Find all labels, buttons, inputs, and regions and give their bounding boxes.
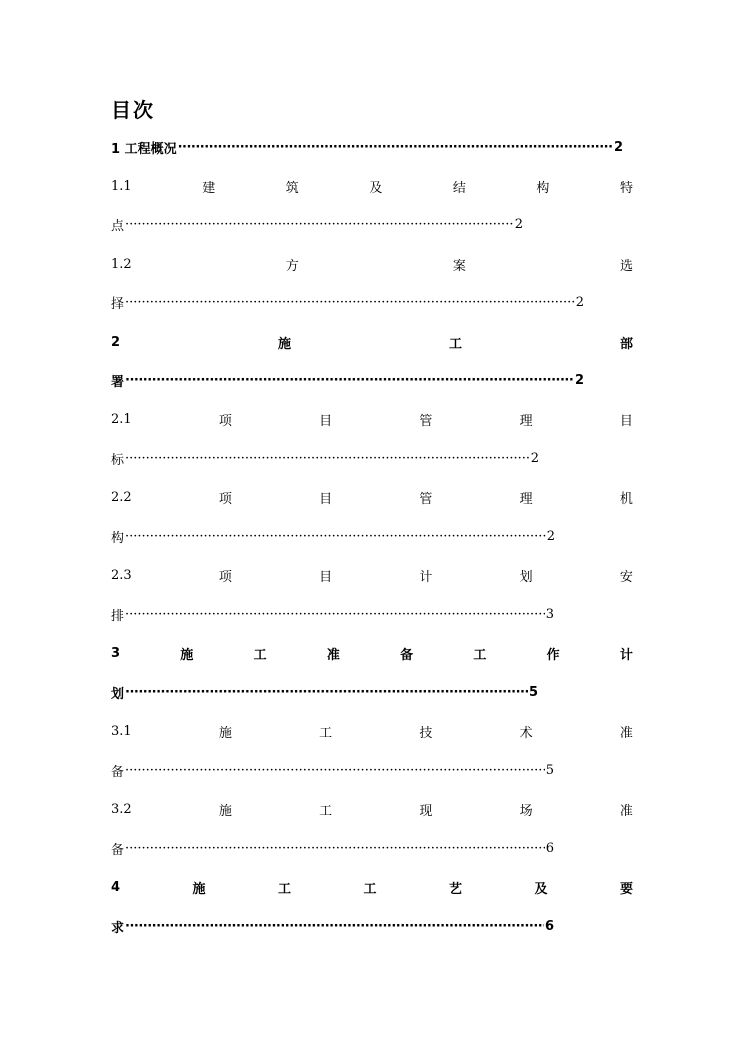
toc-char: 施 xyxy=(218,725,232,741)
toc-char: 施 xyxy=(218,803,232,819)
toc-char: 工 xyxy=(473,647,487,663)
toc-entry-4-line2[interactable] xyxy=(111,916,554,936)
toc-page-number: 2 xyxy=(514,216,523,232)
dot-leader xyxy=(125,529,546,544)
toc-char: 术 xyxy=(519,725,533,741)
toc-section-number: 3 xyxy=(111,645,121,661)
toc-entry-2-2-line1[interactable] xyxy=(111,487,633,507)
toc-char: 施 xyxy=(192,881,206,897)
toc-char: 工 xyxy=(253,647,267,663)
toc-entry-3-2-line1[interactable] xyxy=(111,799,633,819)
toc-entry-text: 备 xyxy=(111,764,125,780)
toc-entry-3-1-line2[interactable] xyxy=(111,760,554,780)
toc-entry-3-line2[interactable] xyxy=(111,682,538,702)
toc-char: 备 xyxy=(400,647,414,663)
toc-char: 理 xyxy=(519,413,533,429)
toc-section-number: 1.1 xyxy=(111,178,132,194)
toc-page-number: 2 xyxy=(613,139,623,155)
dot-leader xyxy=(178,140,613,155)
toc-char: 划 xyxy=(519,569,533,585)
toc-char: 施 xyxy=(180,647,194,663)
toc-entry-text: 标 xyxy=(111,452,125,468)
toc-entry-text: 求 xyxy=(111,920,125,936)
toc-title: 目次 xyxy=(111,98,155,122)
dot-leader xyxy=(125,217,514,232)
toc-char: 管 xyxy=(419,413,433,429)
toc-entry-2-1-line2[interactable] xyxy=(111,448,539,468)
toc-section-number: 2.1 xyxy=(111,411,132,427)
toc-entry-1-2-line2[interactable] xyxy=(111,292,584,312)
toc-page-number: 2 xyxy=(530,450,539,466)
toc-entry-text: 排 xyxy=(111,608,125,624)
toc-char: 及 xyxy=(369,180,383,196)
toc-section-number: 2.3 xyxy=(111,567,132,583)
dot-leader xyxy=(125,607,545,622)
toc-page-number: 6 xyxy=(544,918,554,934)
toc-section-number: 4 xyxy=(111,879,121,895)
toc-char: 工 xyxy=(319,725,333,741)
toc-char: 部 xyxy=(619,336,633,352)
toc-char: 项 xyxy=(218,569,232,585)
toc-char: 及 xyxy=(534,881,548,897)
toc-entry-text: 择 xyxy=(111,296,125,312)
toc-entry-2-line2[interactable] xyxy=(111,370,584,390)
toc-entry-2-line1[interactable] xyxy=(111,332,633,352)
toc-char: 理 xyxy=(519,491,533,507)
toc-char: 工 xyxy=(363,881,377,897)
toc-entry-2-2-line2[interactable] xyxy=(111,526,555,546)
toc-section-number: 2 xyxy=(111,334,121,350)
toc-page-number: 3 xyxy=(545,606,554,622)
toc-char: 选 xyxy=(619,258,633,274)
toc-char: 建 xyxy=(202,180,216,196)
toc-char: 特 xyxy=(619,180,633,196)
toc-section-number: 1.2 xyxy=(111,256,132,272)
dot-leader xyxy=(125,685,528,700)
toc-entry-3-1-line1[interactable] xyxy=(111,721,633,741)
toc-entry-text: 划 xyxy=(111,686,125,702)
toc-char: 工 xyxy=(449,336,463,352)
dot-leader xyxy=(125,373,574,388)
toc-char: 技 xyxy=(419,725,433,741)
toc-char: 准 xyxy=(326,647,340,663)
dot-leader xyxy=(125,919,544,934)
dot-leader xyxy=(125,451,530,466)
toc-page-number: 2 xyxy=(575,294,584,310)
toc-char: 筑 xyxy=(285,180,299,196)
toc-section-number: 3.1 xyxy=(111,723,132,739)
toc-section-number: 3.2 xyxy=(111,801,132,817)
toc-char: 结 xyxy=(452,180,466,196)
toc-entry-3-2-line2[interactable] xyxy=(111,838,554,858)
toc-char: 项 xyxy=(218,491,232,507)
toc-char: 机 xyxy=(619,491,633,507)
toc-section-number: 2.2 xyxy=(111,489,132,505)
toc-page-number: 5 xyxy=(528,684,538,700)
toc-entry-text: 署 xyxy=(111,374,125,390)
toc-char: 要 xyxy=(619,881,633,897)
toc-char: 方 xyxy=(285,258,299,274)
toc-char: 构 xyxy=(536,180,550,196)
toc-entry-text: 点 xyxy=(111,218,125,234)
toc-char: 目 xyxy=(319,569,333,585)
toc-entry-3-line1[interactable] xyxy=(111,643,633,663)
toc-char: 施 xyxy=(278,336,292,352)
toc-char: 准 xyxy=(619,725,633,741)
toc-char: 目 xyxy=(319,491,333,507)
toc-page-number: 2 xyxy=(546,528,555,544)
toc-entry-2-3-line1[interactable] xyxy=(111,565,633,585)
toc-entry-text: 构 xyxy=(111,530,125,546)
toc-page-number: 6 xyxy=(545,840,554,856)
toc-char: 目 xyxy=(319,413,333,429)
toc-entry-4-line1[interactable] xyxy=(111,877,633,897)
toc-char: 艺 xyxy=(448,881,462,897)
toc-entry-1[interactable] xyxy=(111,137,623,157)
toc-char: 管 xyxy=(419,491,433,507)
dot-leader xyxy=(125,295,575,310)
toc-char: 作 xyxy=(546,647,560,663)
toc-char: 安 xyxy=(619,569,633,585)
toc-char: 场 xyxy=(519,803,533,819)
toc-char: 工 xyxy=(278,881,292,897)
toc-char: 工 xyxy=(319,803,333,819)
dot-leader xyxy=(125,763,545,778)
toc-char: 计 xyxy=(619,647,633,663)
toc-char: 项 xyxy=(218,413,232,429)
toc-page-number: 5 xyxy=(545,762,554,778)
dot-leader xyxy=(125,841,545,856)
toc-entry-text: 备 xyxy=(111,842,125,858)
toc-char: 计 xyxy=(419,569,433,585)
toc-entry-2-3-line2[interactable] xyxy=(111,604,554,624)
toc-entry-1-2-line1[interactable] xyxy=(111,254,633,274)
toc-char: 目 xyxy=(619,413,633,429)
toc-entry-1-1-line2[interactable] xyxy=(111,214,523,234)
toc-char: 准 xyxy=(619,803,633,819)
toc-entry-1-1-line1[interactable] xyxy=(111,176,633,196)
toc-entry-2-1-line1[interactable] xyxy=(111,409,633,429)
toc-page-number: 2 xyxy=(574,372,584,388)
toc-char: 现 xyxy=(419,803,433,819)
toc-entry-text: 1 工程概况 xyxy=(111,141,177,157)
toc-char: 案 xyxy=(452,258,466,274)
